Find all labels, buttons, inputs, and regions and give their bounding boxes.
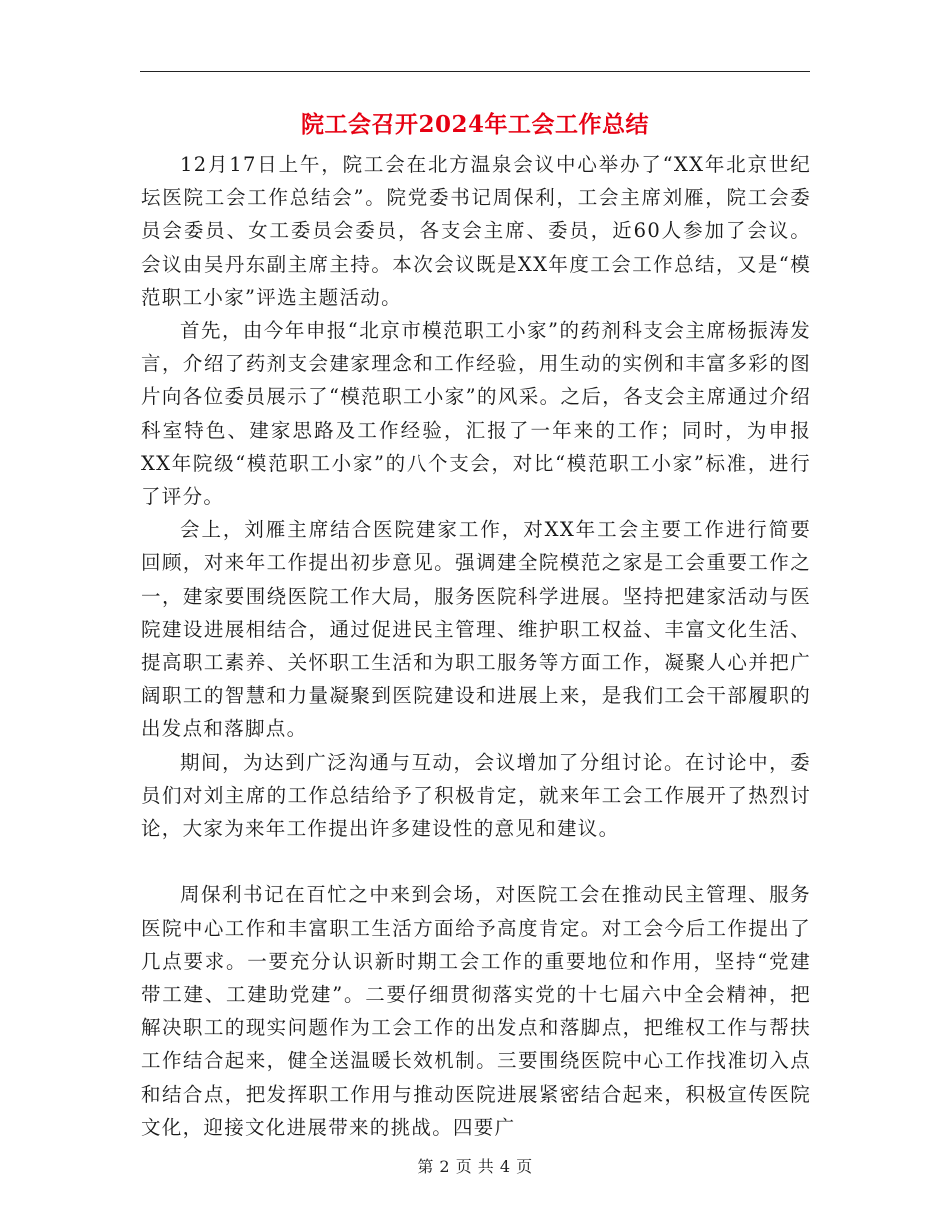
page-footer: 第 2 页 共 4 页 xyxy=(417,1157,533,1176)
paragraph-spacer xyxy=(141,845,811,878)
paragraph-1: 12月17日上午，院工会在北方温泉会议中心举办了“XX年北京世纪坛医院工会工作总结会”。院党委书记周保利，工会主席刘雁，院工会委员会委员、女工委员会委员，各支会主席、委员，近60人参加了会议。会议由吴丹东副主席主持。本次会议既是XX年度工会工作总结，又是“模范职工小家”评选主题活动。 xyxy=(141,153,811,309)
paragraph-3: 会上，刘雁主席结合医院建家工作，对XX年工会主要工作进行简要回顾，对来年工作提出初步意见。强调建全院模范之家是工会重要工作之一，建家要围绕医院工作大局，服务医院科学进展。坚持把建家活动与医院建设进展相结合，通过促进民主管理、维护职工权益、丰富文化生活、提高职工素养、关怀职工生活和为职工服务等方面工作，凝聚人心并把广阔职工的智慧和力量凝聚到医院建设和进展上来，是我们工会干部履职的出发点和落脚点。 xyxy=(141,518,811,741)
header-rule xyxy=(140,71,810,72)
paragraph-4: 期间，为达到广泛沟通与互动，会议增加了分组讨论。在讨论中，委员们对刘主席的工作总结给予了积极肯定，就来年工会工作展开了热烈讨论，大家为来年工作提出许多建设性的意见和建议。 xyxy=(141,750,811,841)
paragraph-5: 周保利书记在百忙之中来到会场，对医院工会在推动民主管理、服务医院中心工作和丰富职工生活方面给予高度肯定。对工会今后工作提出了几点要求。一要充分认识新时期工会工作的重要地位和作用，坚持“党建带工建、工建助党建”。二要仔细贯彻落实党的十七届六中全会精神，把解决职工的现实问题作为工会工作的出发点和落脚点，把维权工作与帮扶工作结合起来，健全送温暖长效机制。三要围绕医院中心工作找准切入点和结合点，把发挥职工作用与推动医院进展紧密结合起来，积极宣传医院文化，迎接文化进展带来的挑战。四要广 xyxy=(141,883,811,1139)
document-body xyxy=(141,148,811,1144)
document-title: 院工会召开2024年工会工作总结 xyxy=(300,111,649,138)
paragraph-2: 首先，由今年申报“北京市模范职工小家”的药剂科支会主席杨振涛发言，介绍了药剂支会建家理念和工作经验，用生动的实例和丰富多彩的图片向各位委员展示了“模范职工小家”的风采。之后，各支会主席通过介绍科室特色、建家思路及工作经验，汇报了一年来的工作；同时，为申报XX年院级“模范职工小家”的八个支会，对比“模范职工小家”标准，进行了评分。 xyxy=(141,319,811,509)
